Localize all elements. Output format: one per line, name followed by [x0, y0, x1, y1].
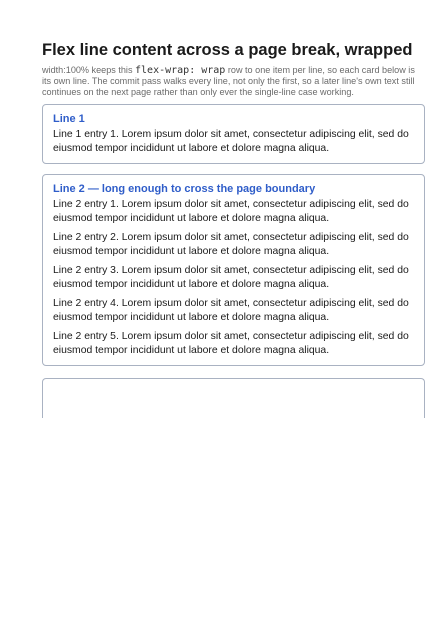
line-entry: Line 2 entry 1. Lorem ipsum dolor sit amet, consectetur adipiscing elit, sed do eiusmod tempor incididunt ut labore et dolore magna aliqua. — [53, 199, 409, 224]
line-entry: Line 2 entry 5. Lorem ipsum dolor sit amet, consectetur adipiscing elit, sed do eiusmod tempor incididunt ut labore et dolore magna aliqua. — [53, 331, 409, 356]
line-entry: Line 2 entry 2. Lorem ipsum dolor sit amet, consectetur adipiscing elit, sed do eiusmod tempor incididunt ut labore et dolore magna aliqua. — [53, 232, 409, 257]
line-card-2 — [42, 174, 425, 366]
line-card-1 — [42, 104, 425, 164]
description-text-start: width:100% keeps this — [42, 65, 136, 75]
line-card-3-partial — [42, 378, 425, 418]
page-content — [42, 41, 425, 418]
page-description — [42, 65, 425, 98]
line-entry: Line 2 entry 4. Lorem ipsum dolor sit amet, consectetur adipiscing elit, sed do eiusmod tempor incididunt ut labore et dolore magna aliqua. — [53, 298, 409, 323]
line-entry: Line 1 entry 1. Lorem ipsum dolor sit amet, consectetur adipiscing elit, sed do eiusmod tempor incididunt ut labore et dolore magna aliqua. — [53, 129, 409, 154]
description-code: flex-wrap: wrap — [135, 65, 226, 76]
line-card-title: Line 1 — [53, 113, 85, 125]
page-title: Flex line content across a page break, wrapped — [42, 41, 413, 59]
line-card-title: Line 2 — long enough to cross the page boundary — [53, 183, 316, 195]
line-entry: Line 2 entry 3. Lorem ipsum dolor sit amet, consectetur adipiscing elit, sed do eiusmod tempor incididunt ut labore et dolore magna aliqua. — [53, 265, 409, 290]
description-text-end: row to one item per line, so each card below is its own line. The commit pass walks every line, not only the first, so a later line's own text still continues on the next page rather than only ever the single-line case working. — [42, 65, 415, 97]
